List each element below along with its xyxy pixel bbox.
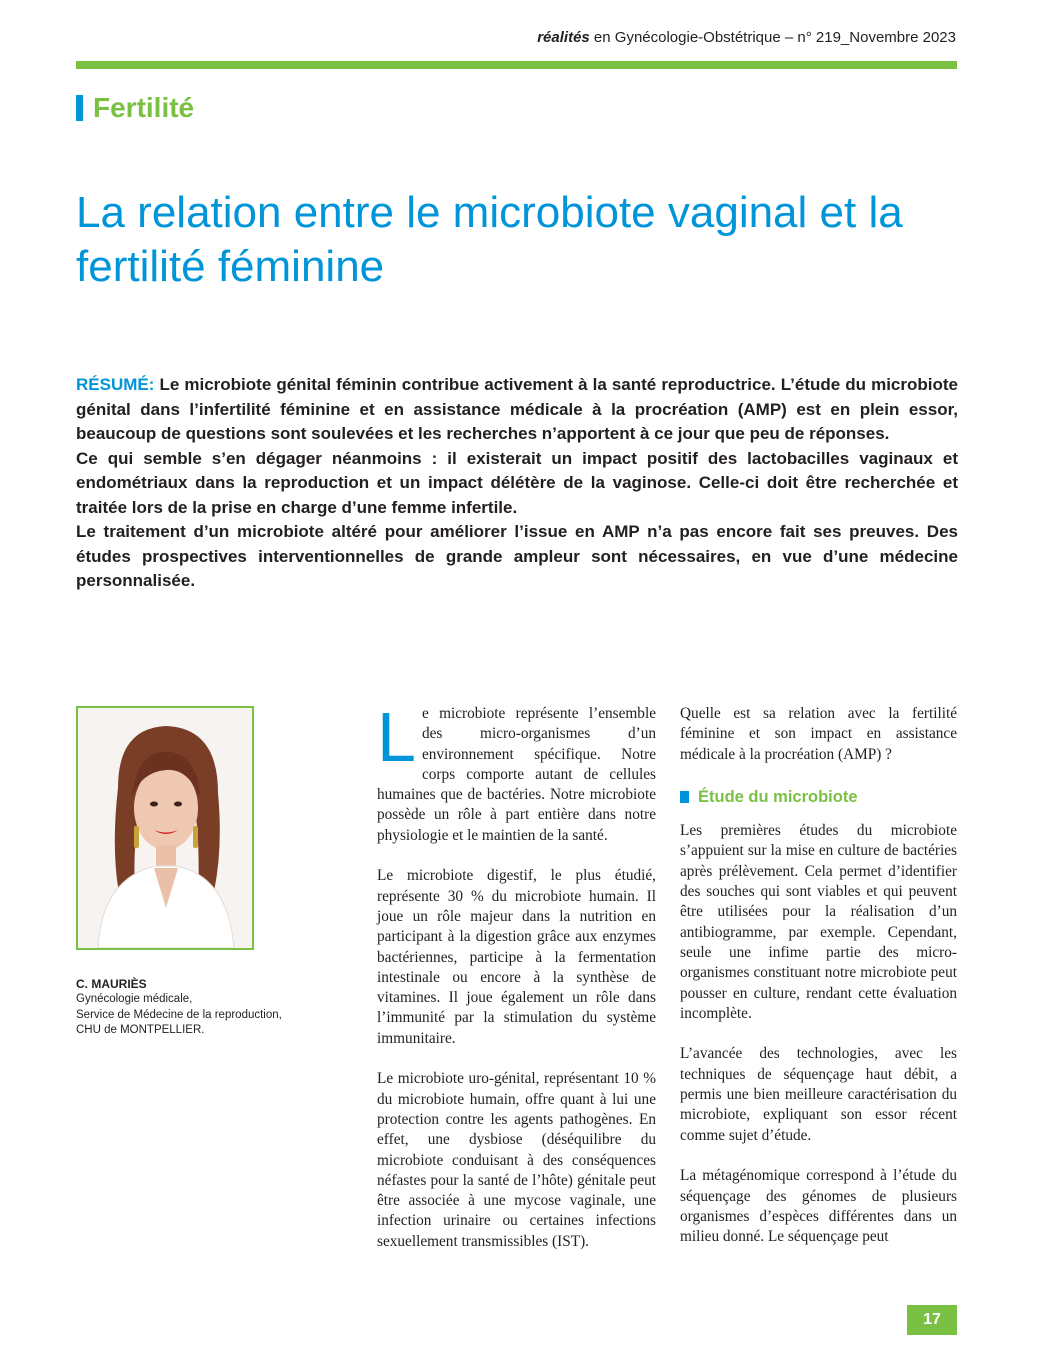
abstract-paragraph-3: Le traitement d’un microbiote altéré pour améliorer l’issue en AMP n’a pas encore fait ses preuves. Des études prospectives interventionnelles de grande ampleur sont nécessaires, en vue d’une médecine personnalisée. (76, 522, 958, 590)
header-rule (76, 61, 957, 69)
body-paragraph: L’avancée des technologies, avec les techniques de séquençage haut débit, a permis une bien meilleure caractérisation du microbiote, expliquant son essor récent comme sujet d’étude. (680, 1045, 957, 1144)
dropcap: L (377, 698, 416, 776)
body-paragraph: Quelle est sa relation avec la fertilité féminine et son impact en assistance médicale à la procréation (AMP) ? (680, 705, 957, 763)
body-paragraph: Le microbiote digestif, le plus étudié, représente 30 % du microbiote humain. Il joue un rôle majeur dans la nutrition en participant à la digestion grâce aux enzymes bactériennes, participe à la fermentation intestinale ou encore à la synthèse de vitamines. Il joue également un rôle dans l’immunité par la stimulation du système immunitaire. (377, 867, 656, 1047)
journal-name: réalités (537, 29, 590, 46)
author-affiliation-1: Gynécologie médicale, (76, 993, 193, 1005)
author-block (76, 976, 316, 1039)
author-affiliation-3: CHU de MONTPELLIER. (76, 1024, 205, 1036)
section-tag (76, 92, 194, 124)
subheading-text: Étude du microbiote (698, 787, 858, 806)
article-title: La relation entre le microbiote vaginal et la fertilité féminine (76, 188, 903, 291)
abstract-paragraph-1 (76, 373, 958, 447)
abstract (76, 373, 958, 594)
author-photo (76, 706, 254, 950)
section-marker-icon (76, 95, 83, 121)
journal-issue: en Gynécologie-Obstétrique – n° 219_Novembre 2023 (589, 29, 956, 46)
body-column-1 (377, 698, 656, 1272)
page-number: 17 (907, 1305, 957, 1335)
author-name: C. MAURIÈS (76, 977, 147, 991)
abstract-keyword: RÉSUMÉ: (76, 375, 155, 394)
journal-header (500, 29, 956, 46)
subheading (680, 787, 957, 807)
section-label: Fertilité (93, 92, 195, 123)
body-paragraph (377, 698, 656, 846)
abstract-text-1: Le microbiote génital féminin contribue activement à la santé reproductrice. L’étude du microbiote génital dans l’infertilité féminine et en assistance médicale à la procréation (AMP) est en plein essor, beaucoup de questions sont soulevées et les recherches n’apportent à ce jour que peu de réponses. (76, 375, 958, 443)
body-paragraph: Le microbiote uro-génital, représentant 10 % du microbiote humain, offre quant à lui une protection contre les agents pathogènes. En effet, une dysbiose (déséquilibre du microbiote conduisant à des conséquences néfastes pour la santé de l’hôte) génitale peut être associée à une mycose vaginale, une infection urinaire ou certaines infections sexuellement transmissibles (IST). (377, 1070, 656, 1250)
subheading-marker-icon (680, 791, 689, 803)
body-paragraph: La métagénomique correspond à l’étude du séquençage des génomes de plusieurs organismes d’espèces différentes dans un milieu donné. Le séquençage peut (680, 1167, 957, 1246)
body-column-2 (680, 704, 957, 1268)
abstract-paragraph-2: Ce qui semble s’en dégager néanmoins : il existerait un impact positif des lactobacilles vaginaux et endométriaux dans la reproduction et un impact délétère de la vaginose. Celle-ci doit être recherchée et traitée lors de la prise en charge d’une femme infertile. (76, 448, 958, 517)
author-affiliation-2: Service de Médecine de la reproduction, (76, 1008, 282, 1021)
body-paragraph: Les premières études du microbiote s’appuient sur la mise en culture de bactéries après prélèvement. Cela permet d’identifier des souches qui sont viables et qui peuvent être utilisées pour la réalisation d’un antibiogramme, par exemple. Cependant, seule une infime partie des micro-organismes constituant notre microbiote peut pousser en culture, rendant cette évaluation incomplète. (680, 822, 957, 1022)
body-text: e microbiote représente l’ensemble des micro-organismes d’un environnement spécifique. Notre corps comporte autant de cellules humaines que de bactéries. Notre microbiote possède un rôle à part entière dans notre physiologie et le maintien de la santé. (377, 705, 656, 844)
author-portrait-icon (78, 708, 252, 948)
